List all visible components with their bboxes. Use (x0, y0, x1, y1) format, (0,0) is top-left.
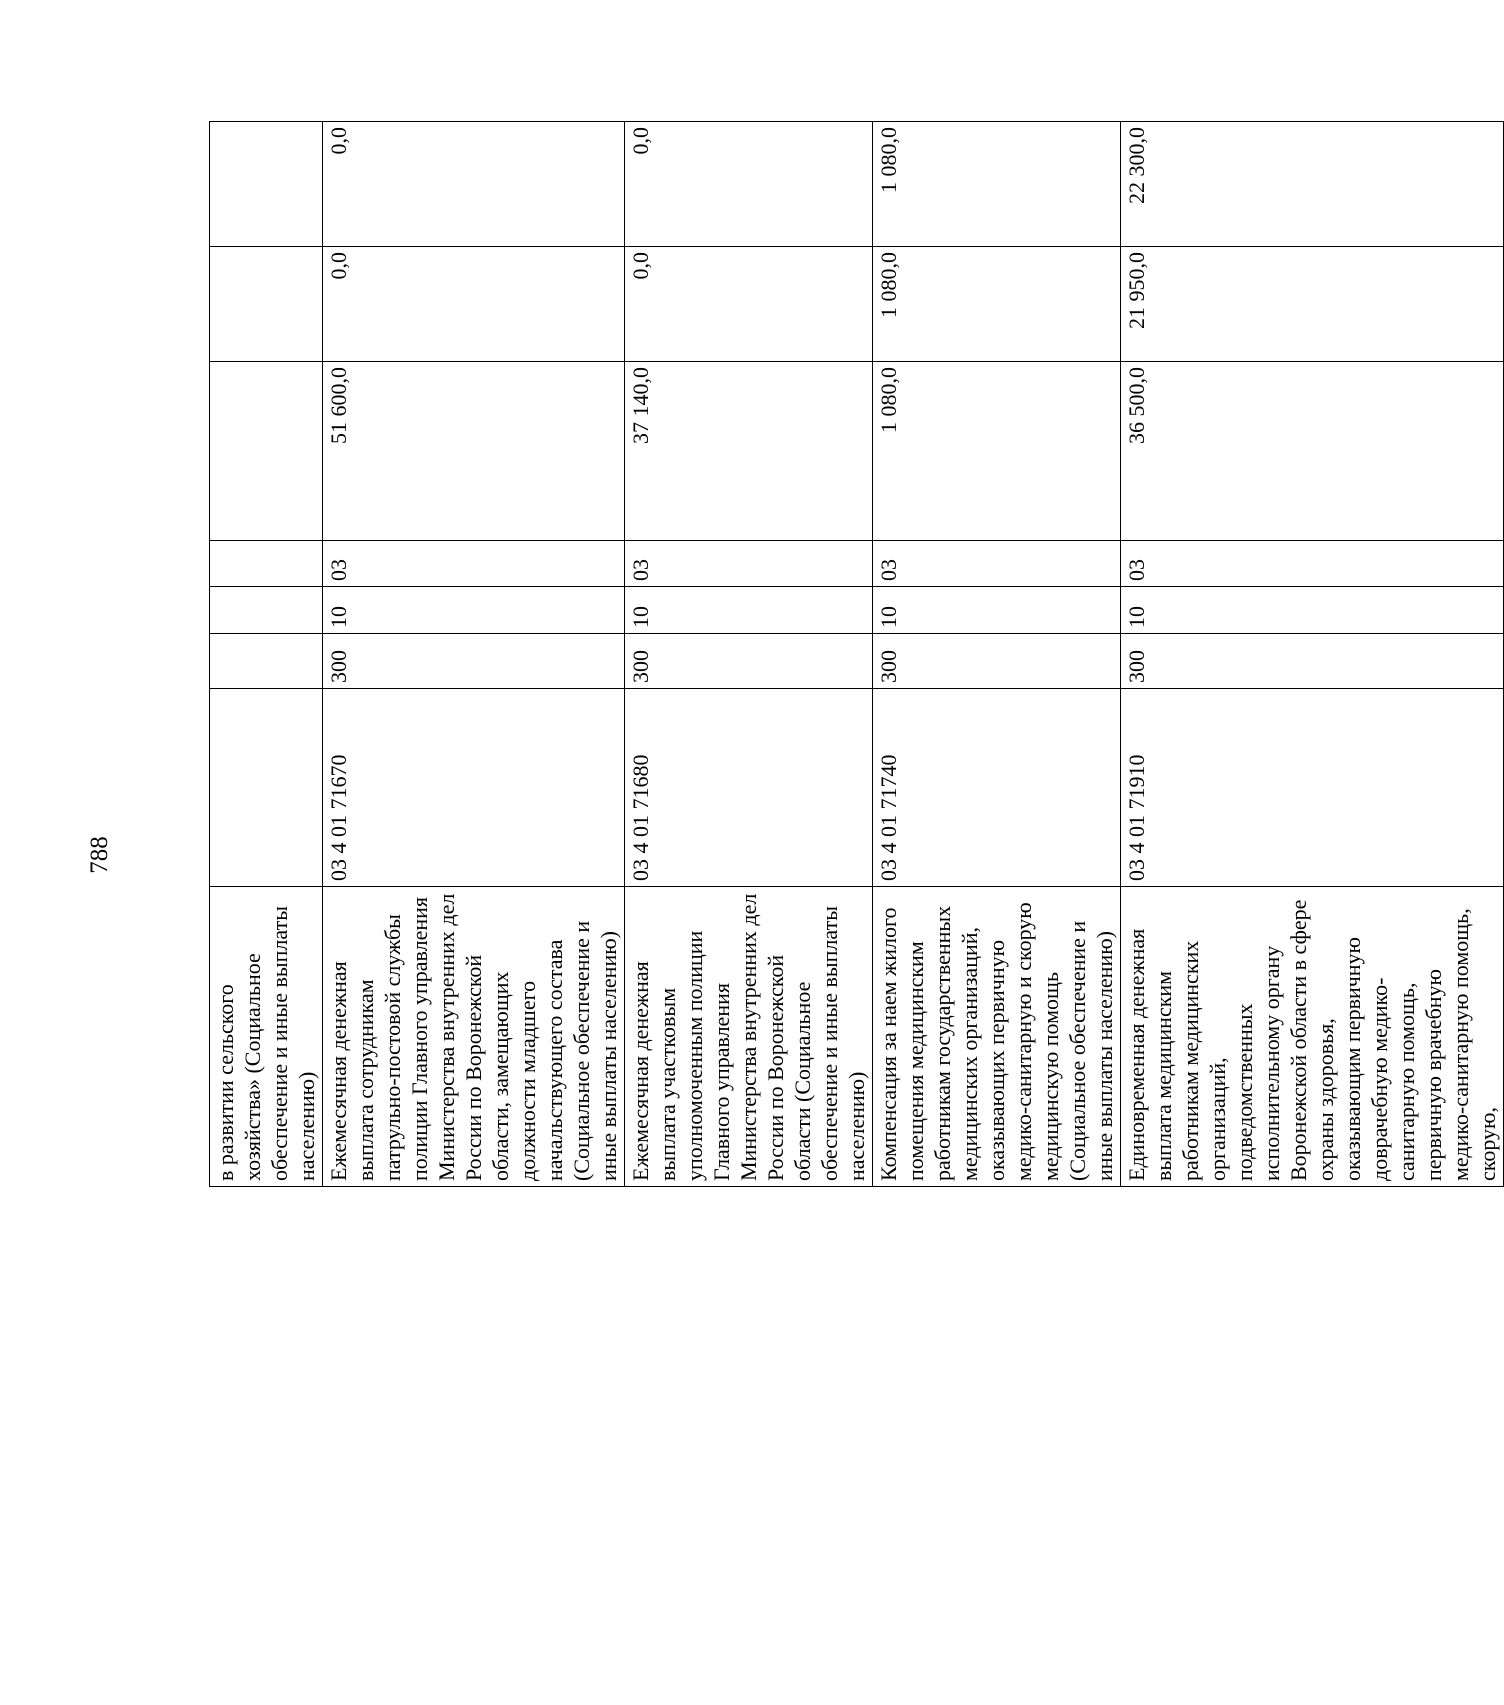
target-article-cell: 03 4 01 71680 (624, 688, 872, 886)
amount-year2-cell (209, 246, 322, 361)
amount-year1-cell: 36 500,0 (1120, 361, 1503, 540)
amount-year3-cell: 0,0 (624, 121, 872, 246)
subsection-cell: 03 (624, 540, 872, 586)
amount-year1-cell (209, 361, 322, 540)
expense-type-cell: 300 (322, 633, 624, 688)
amount-year2-cell: 1 080,0 (872, 246, 1120, 361)
amount-year3-cell (209, 121, 322, 246)
amount-year1-cell: 51 600,0 (322, 361, 624, 540)
table-row (872, 121, 1120, 1186)
amount-year1-cell: 37 140,0 (624, 361, 872, 540)
row-name-cell: Ежемесячная денежная выплата участковым уполномоченным полиции Главного управления Министерства внутренних дел России по Воронежской области (Социальное обеспечение и иные выплаты населению) (624, 886, 872, 1186)
amount-year3-cell: 1 080,0 (872, 121, 1120, 246)
section-cell (209, 586, 322, 633)
amount-year2-cell: 0,0 (624, 246, 872, 361)
target-article-cell: 03 4 01 71670 (322, 688, 624, 886)
table-row (322, 121, 624, 1186)
table-row (624, 121, 872, 1186)
amount-year2-cell: 21 950,0 (1120, 246, 1503, 361)
section-cell: 10 (322, 586, 624, 633)
subsection-cell: 03 (872, 540, 1120, 586)
amount-year3-cell: 22 300,0 (1120, 121, 1503, 246)
target-article-cell: 03 4 01 71740 (872, 688, 1120, 886)
amount-year2-cell: 0,0 (322, 246, 624, 361)
subsection-cell: 03 (1120, 540, 1503, 586)
section-cell: 10 (1120, 586, 1503, 633)
expense-type-cell: 300 (624, 633, 872, 688)
subsection-cell (209, 540, 322, 586)
table-row (1120, 121, 1503, 1186)
row-name-cell: Ежемесячная денежная выплата сотрудникам патрульно-постовой службы полиции Главного управления Министерства внутренних дел России по Воронежской области, замещающих должности младшего начальствующего состава (Социальное обеспечение и иные выплаты населению) (322, 886, 624, 1186)
target-article-cell (209, 688, 322, 886)
row-name-cell: Компенсация за наем жилого помещения медицинским работникам государственных медицинских организаций, оказывающих первичную медико-санитарную и скорую медицинскую помощь (Социальное обеспечение и иные выплаты населению) (872, 886, 1120, 1186)
expense-type-cell: 300 (872, 633, 1120, 688)
table-row (209, 121, 322, 1186)
expense-type-cell: 300 (1120, 633, 1503, 688)
section-cell: 10 (624, 586, 872, 633)
budget-table (209, 121, 1504, 1187)
expense-type-cell (209, 633, 322, 688)
row-name-cell: Единовременная денежная выплата медицинским работникам медицинских организаций, подведомственных исполнительному органу Воронежской области в сфере охраны здоровья, оказывающим первичную доврачебную медико-санитарную помощь, первичную врачебную медико-санитарную помощь, скорую, (1120, 886, 1503, 1186)
target-article-cell: 03 4 01 71910 (1120, 688, 1503, 886)
rotated-table-container (209, 122, 1500, 1187)
amount-year3-cell: 0,0 (322, 121, 624, 246)
subsection-cell: 03 (322, 540, 624, 586)
page-number: 788 (86, 836, 113, 874)
row-name-cell: в развитии сельского хозяйства» (Социальное обеспечение и иные выплаты населению) (209, 886, 322, 1186)
amount-year1-cell: 1 080,0 (872, 361, 1120, 540)
section-cell: 10 (872, 586, 1120, 633)
